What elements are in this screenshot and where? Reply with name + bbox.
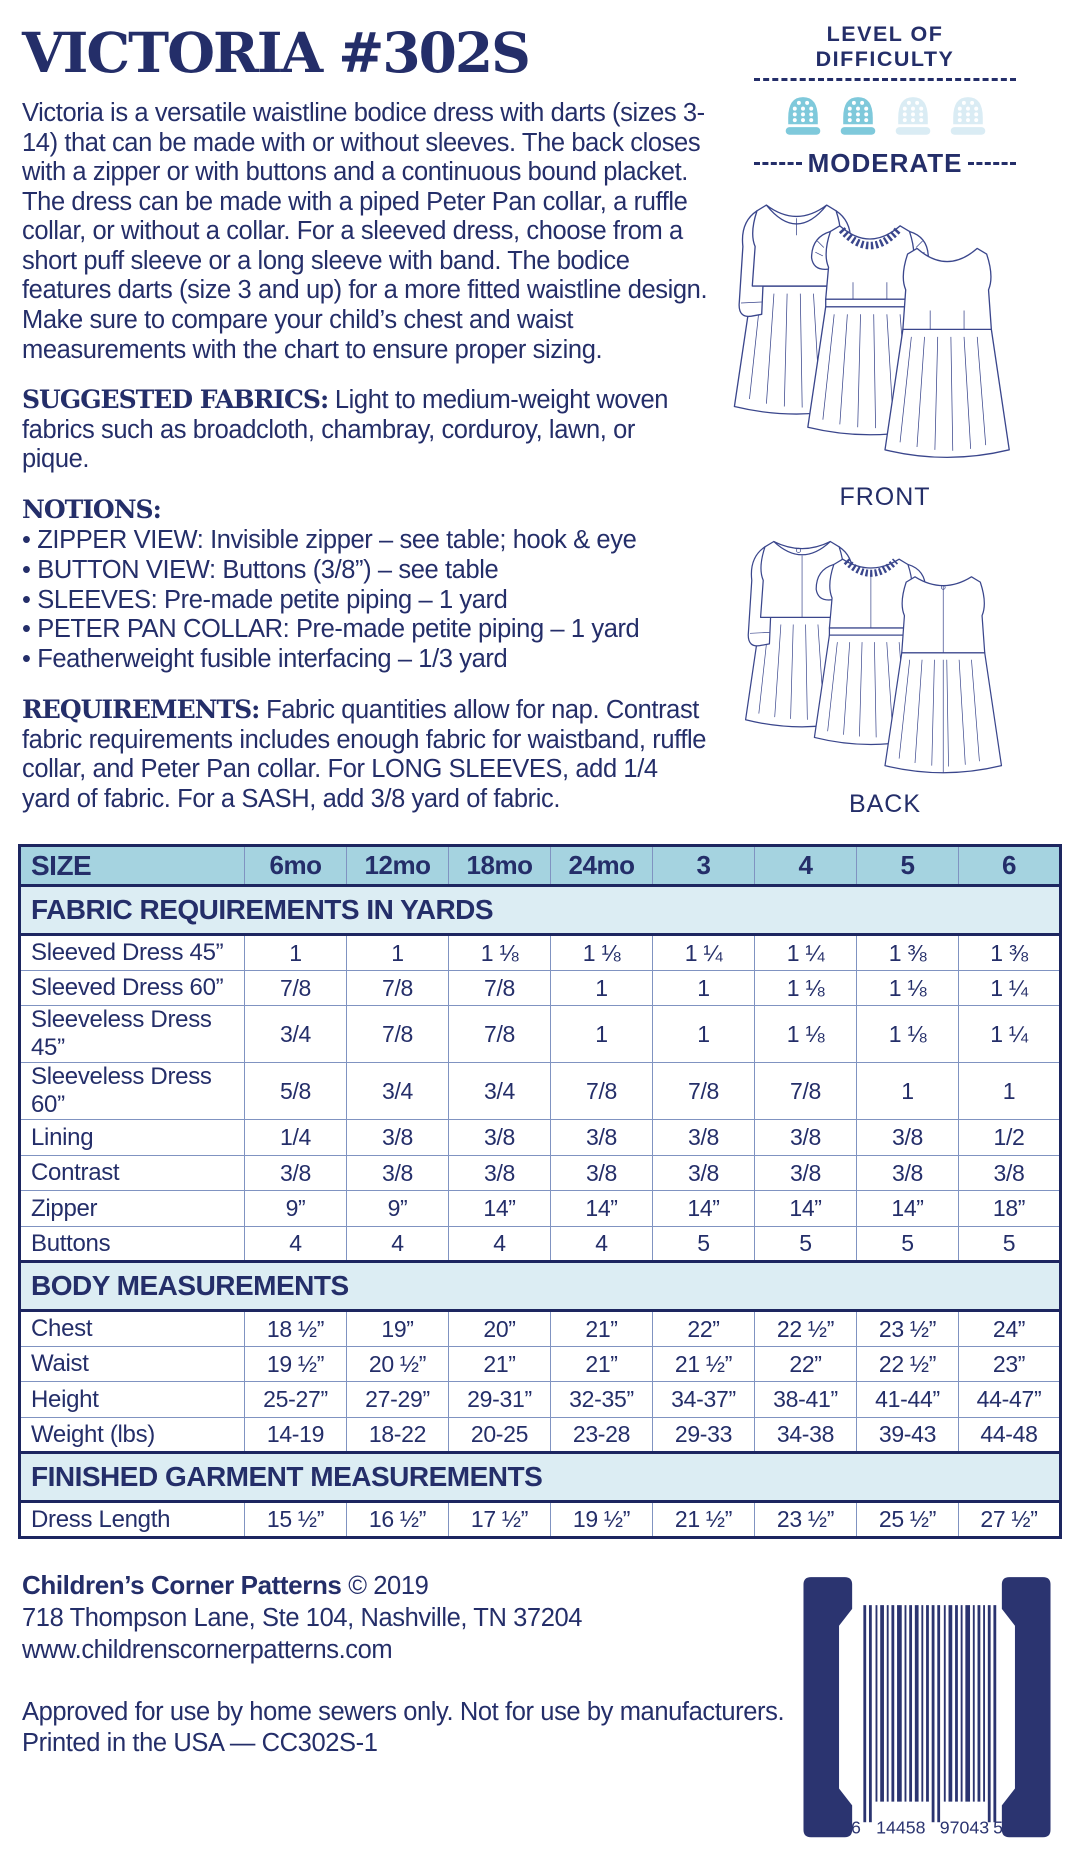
table-cell: 1 ⅜ [959,935,1061,971]
row-label: Contrast [20,1155,245,1191]
table-cell: 1 ¼ [653,935,755,971]
table-cell: 34-37” [653,1382,755,1418]
description-paragraph: Victoria is a versatile waistline bodice dress with darts (sizes 3-14) that can be made with or without sleeves. The back closes with a zipper or with buttons and a continuous bound placket. The dress can be made with a piped Peter Pan collar, a ruffle collar, or without a collar. For a sleeved dress, choose from a short puff sleeve or a long sleeve with band. The bodice features darts (size 3 and up) for a more fitted waistline design. Make sure to compare your child’s chest and waist measurements with the chart to ensure proper sizing. [22,99,708,364]
table-header-row [20,846,1061,886]
notion-item: • ZIPPER VIEW: Invisible zipper – see table; hook & eye [22,526,708,556]
table-row [20,1417,1061,1453]
table-cell: 1 ¼ [959,970,1061,1006]
table-cell: 3/8 [755,1155,857,1191]
table-cell: 7/8 [551,1063,653,1120]
table-cell: 1 ⅛ [755,970,857,1006]
table-cell: 29-33 [653,1417,755,1453]
size-table-body [20,886,1061,1538]
address-line: 718 Thompson Lane, Ste 104, Nashville, TN 37204 [22,1603,583,1632]
table-cell: 1 [653,1006,755,1063]
back-illustration [720,524,1050,819]
front-illustration [720,185,1050,512]
table-cell: 1 ⅛ [551,935,653,971]
table-cell: 3/8 [857,1155,959,1191]
printed-line: Printed in the USA — CC302S-1 [22,1729,378,1758]
table-cell: 20-25 [449,1417,551,1453]
table-cell: 3/8 [449,1120,551,1156]
row-label: Chest [20,1311,245,1347]
table-cell: 19 ½” [245,1346,347,1382]
table-header-cell: 6mo [245,846,347,886]
table-cell: 1 ⅛ [857,1006,959,1063]
table-cell: 15 ½” [245,1502,347,1538]
brand-line [22,1569,784,1603]
table-row [20,1063,1061,1120]
table-row [20,1155,1061,1191]
size-table [18,844,1062,1539]
table-cell: 1 [959,1063,1061,1120]
row-label: Sleeved Dress 60” [20,970,245,1006]
thimble-icon [890,93,936,144]
barcode-spool-graphic [796,1573,1058,1845]
table-cell: 14” [449,1191,551,1227]
table-cell: 44-48 [959,1417,1061,1453]
table-cell: 29-31” [449,1382,551,1418]
thimble-icon [835,93,881,144]
table-cell: 23” [959,1346,1061,1382]
table-cell: 5 [959,1226,1061,1262]
table-cell: 3/8 [449,1155,551,1191]
copyright: © 2019 [348,1571,429,1600]
table-cell: 1 [653,970,755,1006]
row-label: Zipper [20,1191,245,1227]
table-cell: 14” [857,1191,959,1227]
table-cell: 1 [857,1063,959,1120]
table-cell: 7/8 [245,970,347,1006]
table-cell: 7/8 [449,970,551,1006]
table-cell: 14-19 [245,1417,347,1453]
section-header-row [20,886,1061,935]
table-cell: 34-38 [755,1417,857,1453]
table-cell: 7/8 [653,1063,755,1120]
table-cell: 3/8 [857,1120,959,1156]
table-cell: 1 [245,935,347,971]
table-cell: 7/8 [347,1006,449,1063]
footer [18,1569,1062,1850]
table-header-cell: 12mo [347,846,449,886]
table-cell: 7/8 [449,1006,551,1063]
requirements-label: REQUIREMENTS: [22,695,260,725]
table-cell: 27-29” [347,1382,449,1418]
table-cell: 23-28 [551,1417,653,1453]
table-cell: 19” [347,1311,449,1347]
table-cell: 14” [653,1191,755,1227]
table-header-cell: 3 [653,846,755,886]
table-cell: 39-43 [857,1417,959,1453]
table-cell: 5/8 [245,1063,347,1120]
dashed-line [968,162,1016,165]
barcode-digit-group: 5 [993,1817,1004,1838]
table-row [20,1382,1061,1418]
difficulty-widget [754,22,1016,179]
table-cell: 3/8 [347,1155,449,1191]
table-cell: 21 ½” [653,1346,755,1382]
table-header-cell: 4 [755,846,857,886]
table-cell: 1/4 [245,1120,347,1156]
table-cell: 1 ⅜ [857,935,959,971]
difficulty-rating-row [754,148,1016,179]
table-row [20,1226,1061,1262]
difficulty-rating: MODERATE [807,148,963,178]
table-cell: 1 [551,1006,653,1063]
size-table-head [20,846,1061,886]
table-cell: 18” [959,1191,1061,1227]
table-cell: 4 [449,1226,551,1262]
table-cell: 1/2 [959,1120,1061,1156]
thimble-icon [780,93,826,144]
dashed-line [754,162,802,165]
table-cell: 24” [959,1311,1061,1347]
table-cell: 1 [551,970,653,1006]
table-row [20,1346,1061,1382]
front-dresses-drawing [725,185,1045,485]
table-cell: 5 [653,1226,755,1262]
table-cell: 3/8 [959,1155,1061,1191]
table-header-cell: 18mo [449,846,551,886]
barcode-digit-group: 97043 [939,1817,990,1838]
row-label: Sleeved Dress 45” [20,935,245,971]
table-cell: 5 [857,1226,959,1262]
section-header-row [20,1453,1061,1502]
table-cell: 17 ½” [449,1502,551,1538]
table-cell: 19 ½” [551,1502,653,1538]
approved-line: Approved for use by home sewers only. Not for use by manufacturers. [22,1697,785,1726]
table-cell: 3/8 [653,1120,755,1156]
row-label: Dress Length [20,1502,245,1538]
thimble-icon [945,93,991,144]
notion-item: • BUTTON VIEW: Buttons (3/8”) – see table [22,556,708,586]
table-cell: 3/4 [347,1063,449,1120]
table-cell: 3/8 [245,1155,347,1191]
suggested-fabrics-paragraph [22,385,708,475]
table-cell: 18-22 [347,1417,449,1453]
table-cell: 20 ½” [347,1346,449,1382]
notion-item: • SLEEVES: Pre-made petite piping – 1 yard [22,586,708,616]
table-cell: 22 ½” [857,1346,959,1382]
table-cell: 9” [347,1191,449,1227]
table-row [20,1502,1061,1538]
table-cell: 25 ½” [857,1502,959,1538]
table-header-cell: 24mo [551,846,653,886]
difficulty-title: LEVEL OF DIFFICULTY [754,22,1016,81]
notion-item: • Featherweight fusible interfacing – 1/3 yard [22,645,708,675]
table-row [20,1120,1061,1156]
table-cell: 3/8 [551,1155,653,1191]
table-cell: 44-47” [959,1382,1061,1418]
table-cell: 1 ⅛ [755,1006,857,1063]
row-label: Sleeveless Dress 60” [20,1063,245,1120]
row-label: Waist [20,1346,245,1382]
front-label: FRONT [839,483,931,511]
table-cell: 3/4 [245,1006,347,1063]
section-title: FABRIC REQUIREMENTS IN YARDS [20,886,1061,935]
table-row [20,970,1061,1006]
suggested-fabrics-text: Light to medium-weight woven fabrics such as broadcloth, chambray, corduroy, lawn, or pique. [22,386,669,474]
table-cell: 3/8 [755,1120,857,1156]
row-label: Lining [20,1120,245,1156]
thimble-row [754,93,1016,144]
table-header-cell: SIZE [20,846,245,886]
brand-name: Children’s Corner Patterns [22,1569,342,1600]
table-cell: 7/8 [347,970,449,1006]
table-row [20,1006,1061,1063]
table-cell: 27 ½” [959,1502,1061,1538]
table-cell: 21 ½” [653,1502,755,1538]
row-label: Height [20,1382,245,1418]
table-cell: 18 ½” [245,1311,347,1347]
notions-section [22,495,708,675]
table-cell: 1 ¼ [755,935,857,971]
back-label: BACK [848,790,922,818]
table-row [20,1311,1061,1347]
table-cell: 25-27” [245,1382,347,1418]
requirements-paragraph [22,695,708,814]
row-label: Buttons [20,1226,245,1262]
table-cell: 32-35” [551,1382,653,1418]
table-cell: 23 ½” [755,1502,857,1538]
table-row [20,935,1061,971]
table-row [20,1191,1061,1227]
page-title: VICTORIA #302S [22,20,529,85]
row-label: Sleeveless Dress 45” [20,1006,245,1063]
suggested-fabrics-label: SUGGESTED FABRICS: [22,385,329,415]
table-cell: 3/8 [551,1120,653,1156]
table-cell: 1 ¼ [959,1006,1061,1063]
section-title: FINISHED GARMENT MEASUREMENTS [20,1453,1061,1502]
barcode-digit-group: 14458 [876,1817,926,1838]
table-cell: 3/4 [449,1063,551,1120]
table-cell: 41-44” [857,1382,959,1418]
table-cell: 5 [755,1226,857,1262]
table-cell: 9” [245,1191,347,1227]
table-cell: 3/8 [653,1155,755,1191]
table-cell: 1 [347,935,449,971]
table-cell: 22” [653,1311,755,1347]
row-label: Weight (lbs) [20,1417,245,1453]
notions-list [22,526,708,675]
requirements-text: Fabric quantities allow for nap. Contrast fabric requirements includes enough fabric for waistband, ruffle collar, and Peter Pan collar. For LONG SLEEVES, add 1/4 yard of fabric. For a SASH, add 3/8 yard of fabric. [22,696,707,813]
website-line: www.childrenscornerpatterns.com [22,1635,393,1664]
table-cell: 1 ⅛ [857,970,959,1006]
table-cell: 4 [551,1226,653,1262]
table-header-cell: 6 [959,846,1061,886]
table-cell: 7/8 [755,1063,857,1120]
table-cell: 1 ⅛ [449,935,551,971]
table-cell: 22” [755,1346,857,1382]
table-cell: 16 ½” [347,1502,449,1538]
table-cell: 3/8 [347,1120,449,1156]
section-header-row [20,1262,1061,1311]
table-cell: 4 [245,1226,347,1262]
table-cell: 21” [551,1311,653,1347]
back-dresses-drawing [735,524,1035,792]
table-cell: 21” [449,1346,551,1382]
table-cell: 23 ½” [857,1311,959,1347]
table-cell: 14” [551,1191,653,1227]
notion-item: • PETER PAN COLLAR: Pre-made petite piping – 1 yard [22,615,708,645]
section-title: BODY MEASUREMENTS [20,1262,1061,1311]
table-cell: 4 [347,1226,449,1262]
table-header-cell: 5 [857,846,959,886]
table-cell: 20” [449,1311,551,1347]
table-cell: 22 ½” [755,1311,857,1347]
table-cell: 14” [755,1191,857,1227]
notions-label: NOTIONS: [22,494,161,524]
table-cell: 38-41” [755,1382,857,1418]
barcode-digit-group: 6 [850,1817,861,1838]
barcode [796,1573,1058,1850]
table-cell: 21” [551,1346,653,1382]
